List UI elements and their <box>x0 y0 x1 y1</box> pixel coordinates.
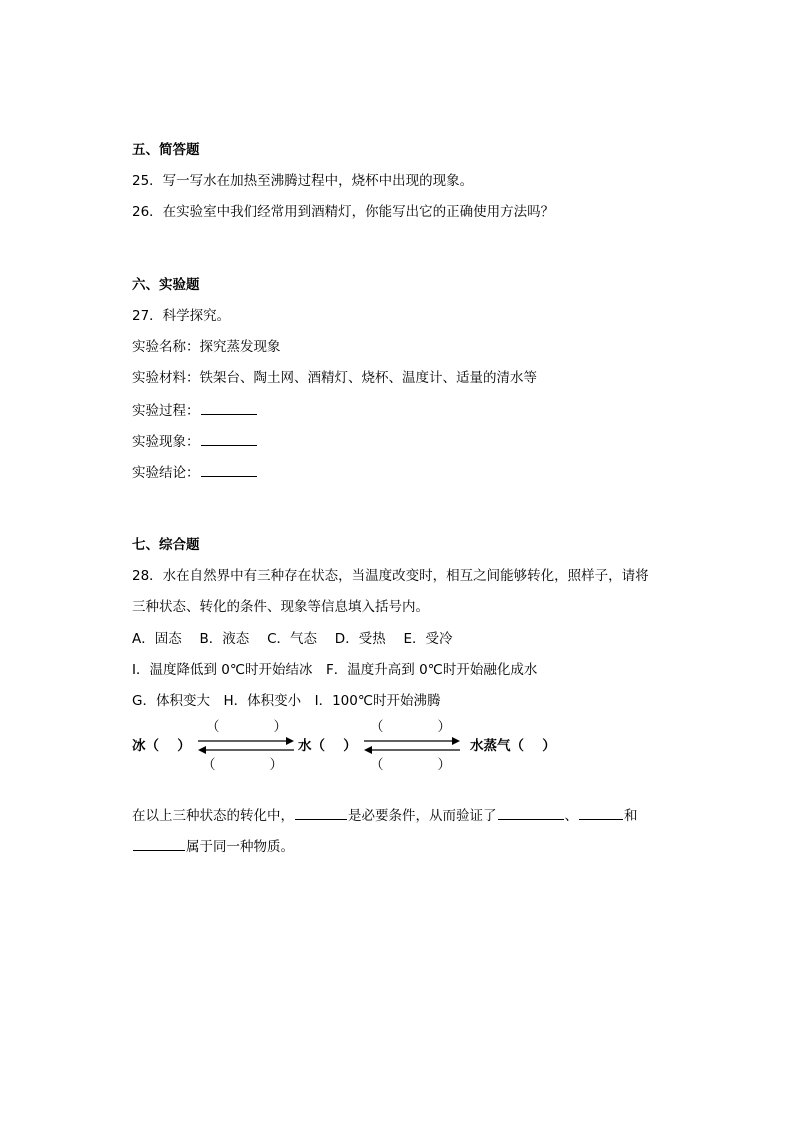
fill-text-1: 在以上三种状态的转化中， <box>132 808 294 824</box>
section7-heading: 七、综合题 <box>132 537 200 553</box>
experiment-materials: 实验材料：铁架台、陶土网、酒精灯、烧杯、温度计、适量的清水等 <box>132 370 537 386</box>
water-steam-arrows <box>362 734 462 758</box>
fill-text-3: 、 <box>564 808 578 824</box>
water-steam-bottom-paren: （ ） <box>370 757 451 773</box>
arrow-left-icon <box>198 746 206 754</box>
state-blank-3[interactable] <box>133 837 185 851</box>
section6-heading: 六、实验题 <box>132 277 200 293</box>
ice-label: 冰（ ） <box>132 738 191 754</box>
arrow-left-icon <box>364 746 372 754</box>
process-blank[interactable] <box>201 401 257 415</box>
question-27: 27．科学探究。 <box>132 308 231 324</box>
fill-in-line2 <box>132 837 294 856</box>
fill-in-line1 <box>132 806 638 825</box>
condition-blank[interactable] <box>295 806 347 820</box>
ice-water-top-paren: （ ） <box>206 719 287 735</box>
options-line3: G．体积变大 H．体积变小 I．100℃时开始沸腾 <box>132 693 441 709</box>
fill-text-2: 是必要条件，从而验证了 <box>348 808 497 824</box>
water-steam-top-paren: （ ） <box>370 719 451 735</box>
fill-text-4: 和 <box>624 808 638 824</box>
ice-water-bottom-paren: （ ） <box>202 757 283 773</box>
experiment-phenomenon-label: 实验现象： <box>132 434 200 450</box>
water-label: 水（ ） <box>298 738 357 754</box>
arrow-right-icon <box>452 737 460 745</box>
experiment-conclusion <box>132 463 258 482</box>
state-blank-1[interactable] <box>498 806 564 820</box>
state-blank-2[interactable] <box>579 806 623 820</box>
question-28-line2: 三种状态、转化的条件、现象等信息填入括号内。 <box>132 599 429 615</box>
experiment-name: 实验名称：探究蒸发现象 <box>132 339 281 355</box>
fill-text-5: 属于同一种物质。 <box>186 839 294 855</box>
ice-water-arrows <box>196 734 296 758</box>
state-transition-diagram <box>132 716 592 776</box>
section5-heading: 五、简答题 <box>132 142 200 158</box>
experiment-phenomenon <box>132 432 258 451</box>
experiment-process-label: 实验过程： <box>132 403 200 419</box>
conclusion-blank[interactable] <box>201 463 257 477</box>
options-line2: I．温度降低到 0℃时开始结冰 F．温度升高到 0℃时开始融化成水 <box>132 662 538 678</box>
options-line1: A．固态 B．液态 C．气态 D．受热 E．受冷 <box>132 631 453 647</box>
question-28-line1: 28．水在自然界中有三种存在状态，当温度改变时，相互之间能够转化，照样子，请将 <box>132 568 649 584</box>
arrow-right-icon <box>286 737 294 745</box>
steam-label: 水蒸气（ ） <box>470 738 556 754</box>
question-25: 25．写一写水在加热至沸腾过程中，烧杯中出现的现象。 <box>132 173 474 189</box>
experiment-conclusion-label: 实验结论： <box>132 465 200 481</box>
experiment-process <box>132 401 258 420</box>
phenomenon-blank[interactable] <box>201 432 257 446</box>
question-26: 26．在实验室中我们经常用到酒精灯，你能写出它的正确使用方法吗？ <box>132 204 555 220</box>
